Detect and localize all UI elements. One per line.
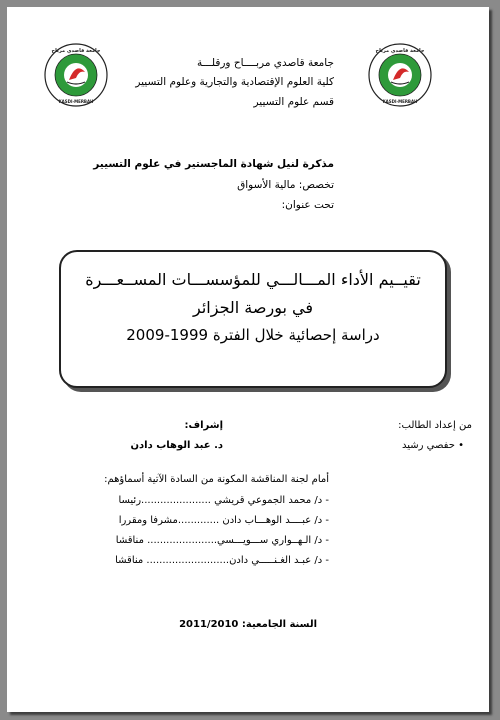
title-line-3: دراسة إحصائية خلال الفترة 1999-2009 <box>126 326 380 344</box>
bullet: • <box>454 440 464 451</box>
title-box <box>59 250 447 388</box>
committee-intro: أمام لجنة المناقشة المكونة من السادة الآتية أسماؤهم: <box>104 474 329 485</box>
committee-member: - د/ الـهــواري ســـويـــسي...................... مناقشا <box>115 535 329 546</box>
supervision-label: إشراف: <box>184 420 223 431</box>
svg-text:KASDI-MERBAH: KASDI-MERBAH <box>382 99 418 104</box>
department-name: قسم علوم التسيير <box>253 96 334 108</box>
committee-member: - د/ عبـد الغـنـــــي دادن.......................... مناقشا <box>115 555 329 566</box>
title-line-2: في بورصة الجزائر <box>193 298 313 317</box>
academic-year: السنة الجامعية: 2011/2010 <box>179 619 317 630</box>
student-name <box>402 440 464 451</box>
svg-text:KASDI-MERBAH: KASDI-MERBAH <box>58 99 94 104</box>
prepared-by-label: من إعداد الطالب: <box>398 420 472 431</box>
thesis-specialty: تخصص: مالية الأسواق <box>237 179 334 191</box>
committee-member: - د/ محمد الجموعي قريشي ......................رئيسا <box>118 495 329 506</box>
university-logo-right <box>367 42 433 108</box>
document-page <box>7 7 489 712</box>
thesis-type: مذكرة لنيل شهادة الماجستير في علوم التسيير <box>93 158 334 170</box>
supervisor-name: د. عبد الوهاب دادن <box>130 440 223 451</box>
university-logo-left <box>43 42 109 108</box>
svg-text:جامعة قاصدي مرباح: جامعة قاصدي مرباح <box>51 48 101 54</box>
faculty-name: كلية العلوم الإقتصادية والتجارية وعلوم التسيير <box>135 76 334 88</box>
student-name-text: حفصي رشيد <box>402 440 455 451</box>
committee-member: - د/ عبــــد الوهـــاب دادن .............مشرفا ومقررا <box>118 515 329 526</box>
title-line-1: تقيــيم الأداء المـــالـــي للمؤسســـات المســعـــرة <box>85 270 421 289</box>
university-name: جامعة قاصدي مربــــاح ورقلـــة <box>196 57 334 69</box>
svg-text:جامعة قاصدي مرباح: جامعة قاصدي مرباح <box>375 48 425 54</box>
under-title-label: تحت عنوان: <box>281 199 334 211</box>
